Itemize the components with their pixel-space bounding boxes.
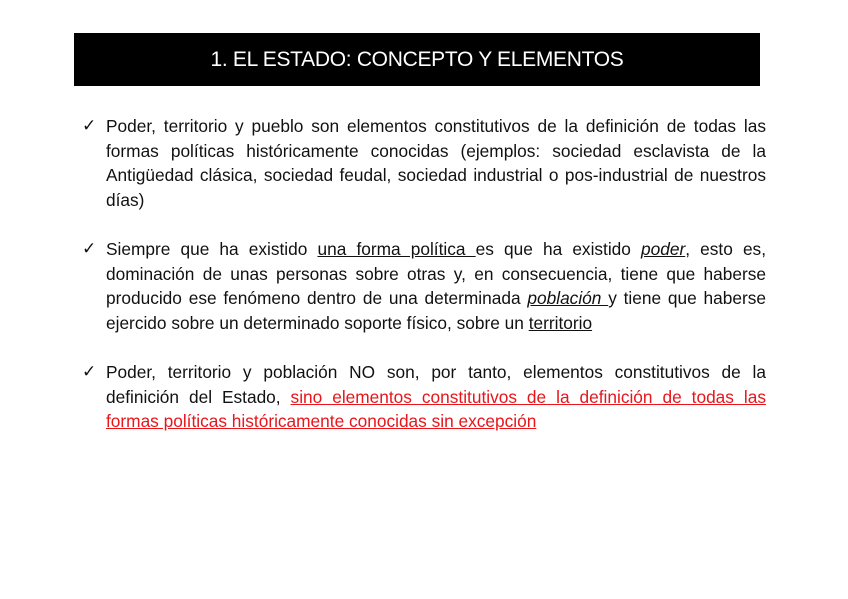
bullet-3-red-underline: sino elementos constitutivos de la definición de todas las formas políticas históricamente conocidas sin excepción: [106, 386, 766, 431]
check-icon: ✓: [82, 116, 97, 135]
bullet-1-text: Poder, territorio y pueblo son elementos constitutivos de la definición de todas las formas políticas históricamente conocidas (ejemplos: sociedad esclavista de la Antigüedad clásica, sociedad feudal, sociedad industrial o pos-industrial de nuestros días): [106, 116, 766, 210]
bullet-item-3: [82, 360, 766, 434]
check-icon: ✓: [82, 239, 97, 258]
bullet-2-text-1: Siempre que ha existido: [106, 239, 318, 259]
slide-title: 1. EL ESTADO: CONCEPTO Y ELEMENTOS: [210, 47, 624, 71]
bullet-3-text-1: Poder, territorio y población NO son, por tanto, elementos constitutivos de la definición del Estado,: [106, 362, 766, 407]
bullet-2-text-2: es que ha existido: [475, 239, 642, 259]
bullet-2-underline-forma-politica: una forma política: [317, 239, 476, 259]
bullet-2-underline-territorio: territorio: [528, 312, 593, 333]
bullet-item-2: [82, 237, 766, 335]
bullet-item-1: [82, 114, 766, 212]
bullet-list: [82, 114, 766, 459]
bullet-2-underline-poder: poder: [641, 239, 686, 259]
check-icon: ✓: [82, 362, 97, 381]
bullet-2-text-4: y tiene que haberse ejercido sobre un determinado soporte físico, sobre un: [106, 288, 766, 333]
bullet-2-underline-poblacion: población: [527, 288, 609, 308]
bullet-2-text-3: , esto es, dominación de unas personas sobre otras y, en consecuencia, tiene que haberse producido ese fenómeno dentro de una determinada: [106, 239, 766, 308]
slide-title-bar: [74, 33, 760, 86]
